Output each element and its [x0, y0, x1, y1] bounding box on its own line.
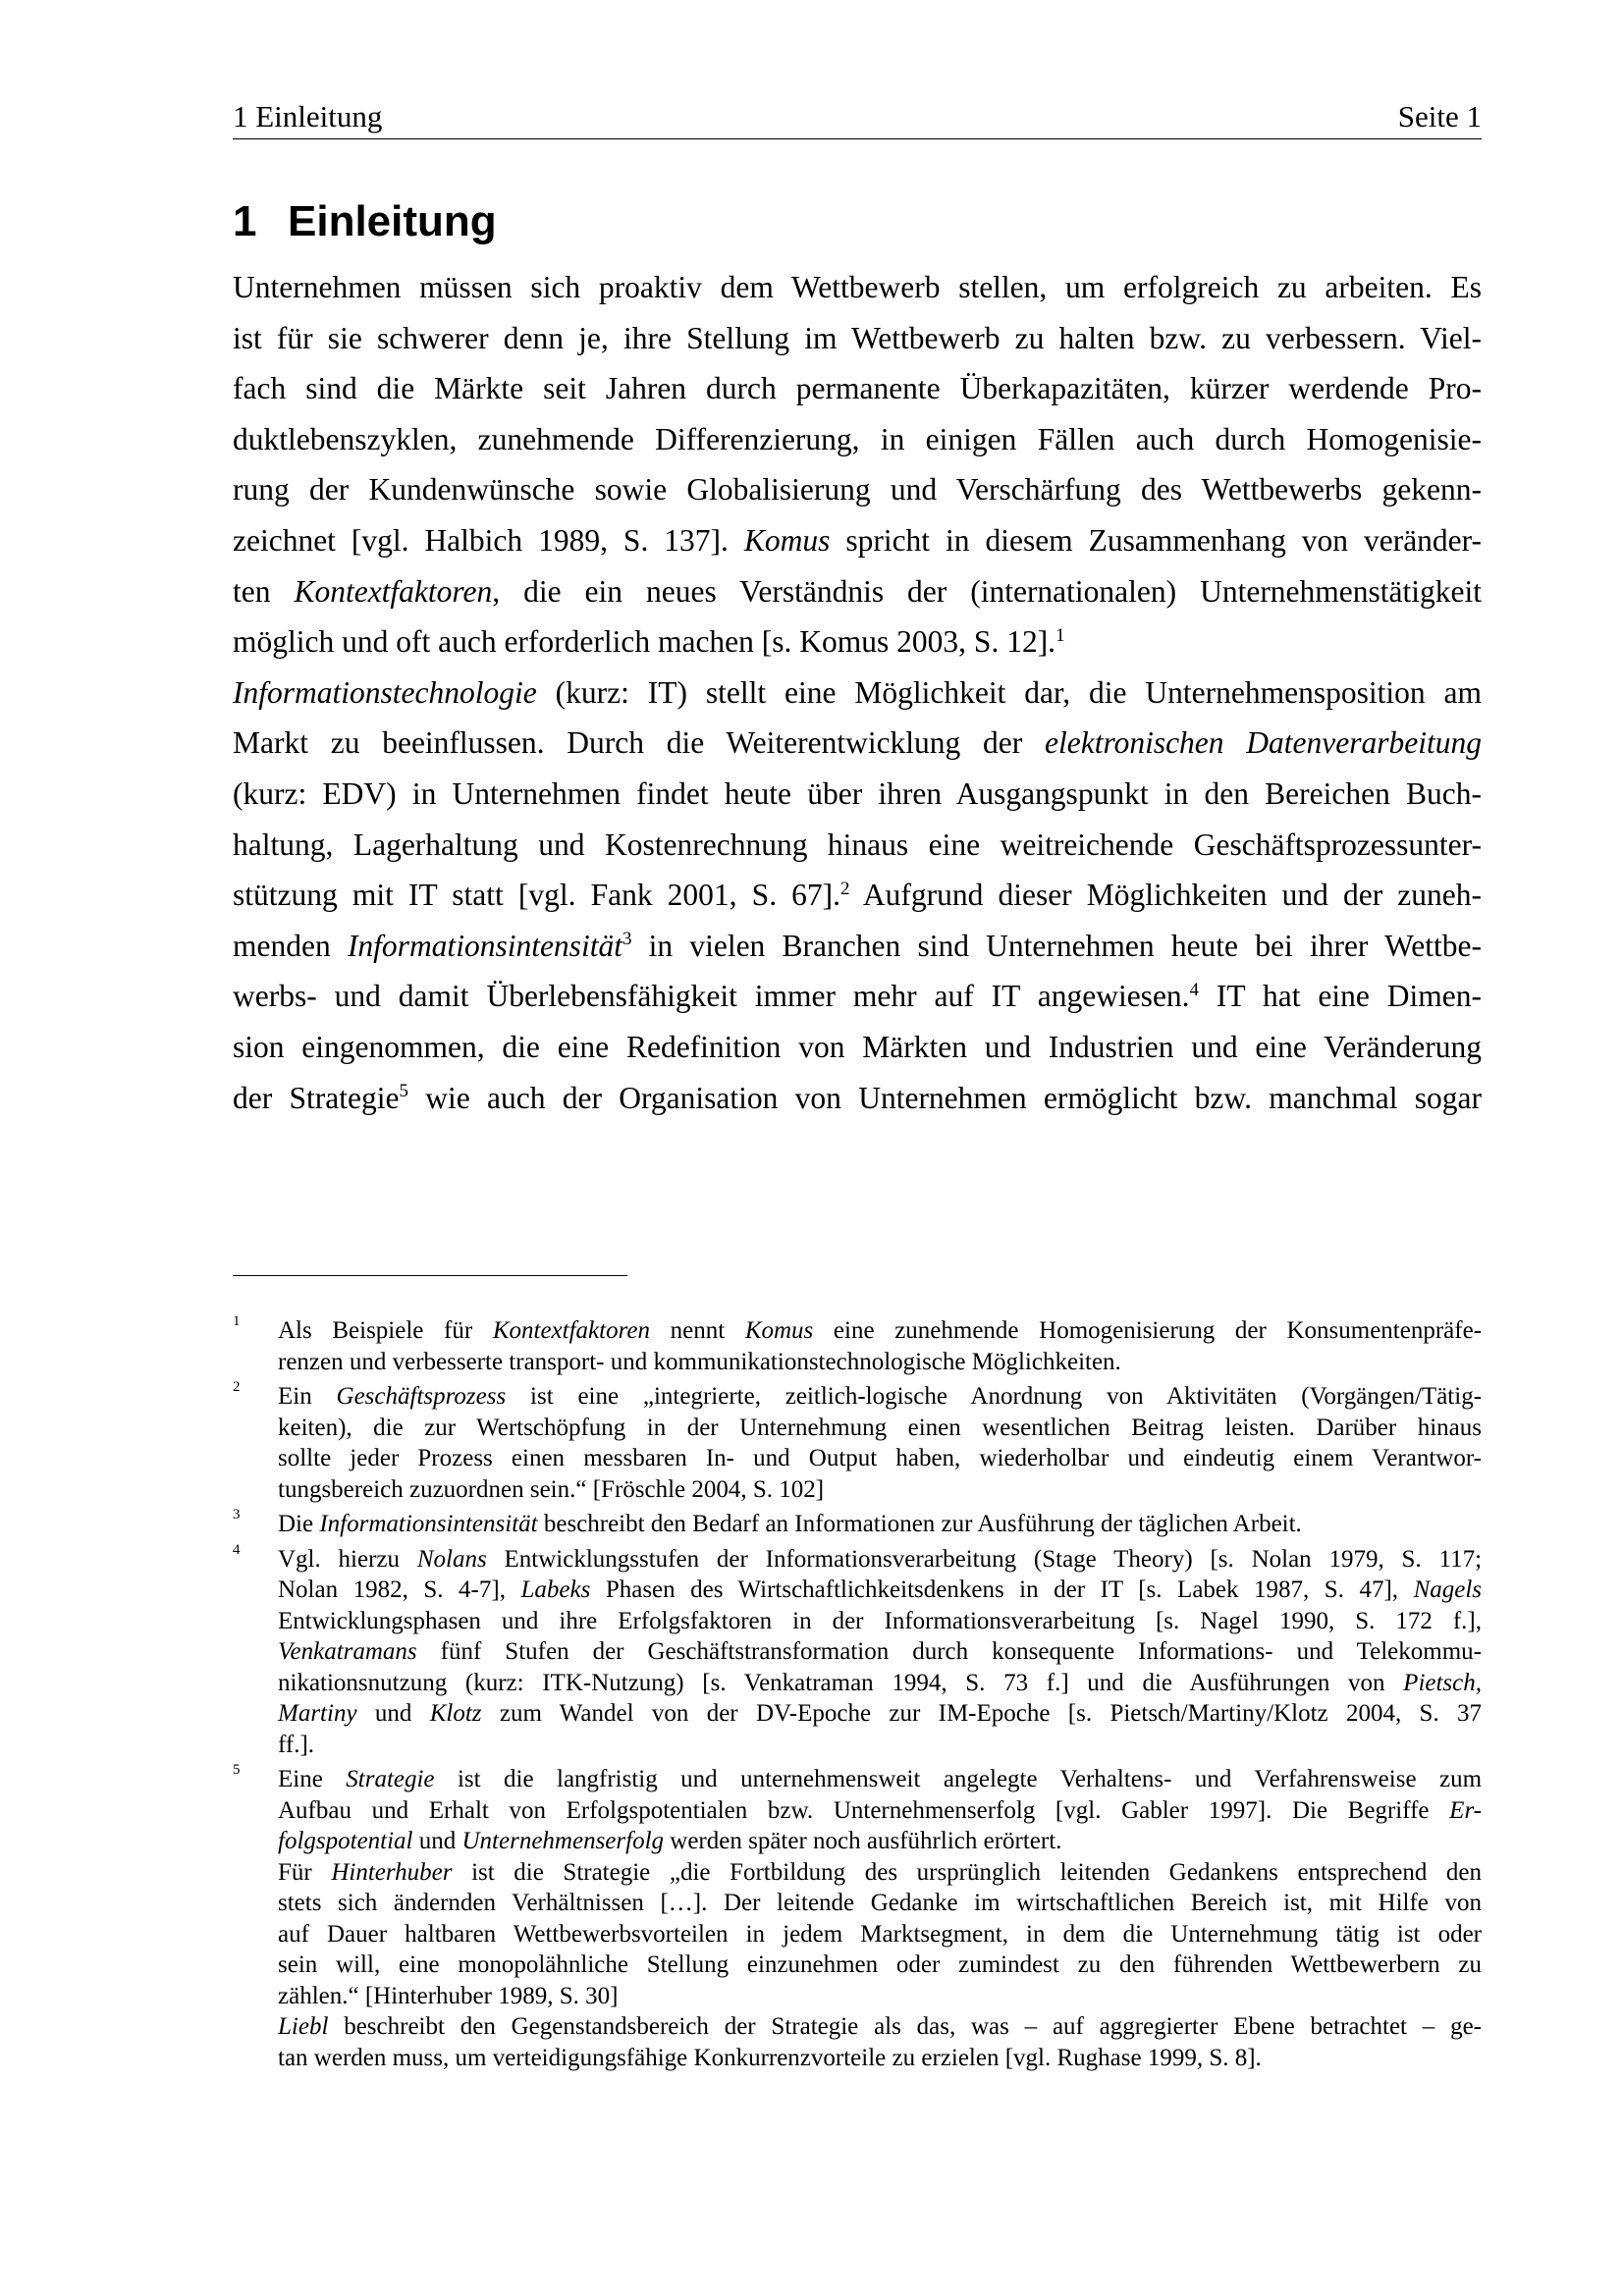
- body-line: menden Informationsintensität$^3$ in vielen Branchen sind Unternehmen heute bei ihrer Wettbe-: [233, 928, 1482, 963]
- body-line: fach sind die Märkte seit Jahren durch permanente Überkapazitäten, kürzer werdende Pro-: [233, 371, 1482, 406]
- footnote-separator: [233, 1275, 627, 1276]
- footnote-mark: 2: [233, 1379, 241, 1395]
- header-page-number: Seite 1: [1397, 99, 1482, 133]
- body-line: Unternehmen müssen sich proaktiv dem Wettbewerb stellen, um erfolgreich zu arbeiten. Es: [233, 270, 1482, 304]
- footnote-mark: 5: [233, 1762, 241, 1778]
- body-text: [233, 262, 1482, 1123]
- footnote-5: 5 Eine Strategie ist die langfristig und unternehmensweit angelegte Verhaltens- und Verfahrensweise zum Aufbau und Erhalt von Erfolgspotentialen bzw. Unternehmenserfolg [vgl. Gabler 1997]. Die Begriffe Er- folgspotential und Unternehmenserfolg werden später noch ausführlich erörtert. Für Hinterhuber ist die Strategie „die Fortbildung des ursprünglich leitenden Gedankens entsprechend den stets sich ändernden Verhältnissen […]. Der leitende Gedanke im wirtschaftlichen Bereich ist, mit Hilfe von auf Dauer haltbaren Wettbewerbsvorteilen in jedem Marktsegment, in dem die Unternehmung tätig ist oder sein will, eine monopolähnliche Stellung einzunehmen oder zumindest zu den führenden Wettbewerbern zu zählen.“ [Hinterhuber 1989, S. 30] Liebl beschreibt den Gegenstandsbereich der Strategie als das, was – auf aggregierter Ebene betrachtet – ge- tan werden muss, um verteidigungsfähige Konkurrenzvorteile zu erzielen [vgl. Rughase 1999, S. 8].: [233, 1762, 1483, 2071]
- term-edv: elektronischen Datenverarbeitung: [1045, 725, 1482, 761]
- body-line: möglich und oft auch erforderlich machen [s. Komus 2003, S. 12].$^1$: [233, 624, 1065, 660]
- body-line: sion eingenommen, die eine Redefinition von Märkten und Industrien und eine Veränderung: [233, 1029, 1482, 1064]
- header-chapter: 1 Einleitung: [233, 99, 383, 133]
- footnote-mark: 3: [233, 1507, 241, 1522]
- footnote-4: 4 Vgl. hierzu Nolans Entwicklungsstufen der Informationsverarbeitung (Stage Theory) [s. Nolan 1979, S. 117; Nolan 1982, S. 4-7], Labeks Phasen des Wirtschaftlichkeitsdenkens in der IT [s. Labek 1987, S. 47], Nagels Entwicklungsphasen und ihre Erfolgsfaktoren in der Informationsverarbeitung [s. Nagel 1990, S. 172 f.], Venkatramans fünf Stufen der Geschäftstransformation durch konsequente Informations- und Telekommu- nikationsnutzung (kurz: ITK-Nutzung) [s. Venkatraman 1994, S. 73 f.] und die Ausführungen von Pietsch, Martiny und Klotz zum Wandel von der DV-Epoche zur IM-Epoche [s. Pietsch/Martiny/Klotz 2004, S. 37 ff.].: [233, 1541, 1483, 1758]
- chapter-number: 1: [233, 197, 257, 245]
- footnote-ref-4: 4: [1189, 979, 1199, 1000]
- body-line: ist für sie schwerer denn je, ihre Stellung im Wettbewerb zu halten bzw. zu verbessern. Viel-: [233, 320, 1482, 355]
- footnote-ref-1: 1: [1055, 624, 1065, 646]
- term-it: Informationstechnologie: [233, 674, 537, 710]
- footnote-2: 2 Ein Geschäftsprozess ist eine „integrierte, zeitlich-logische Anordnung von Aktivitäten (Vorgängen/Tätig- keiten), die zur Wertschöpfung in der Unternehmung einen wesentlichen Beitrag leisten. Darüber hinaus sollte jeder Prozess einen messbaren In- und Output haben, wiederholbar und eindeutig einem Verantwor- tungsbereich zuzuordnen sein.“ [Fröschle 2004, S. 102]: [233, 1379, 1483, 1503]
- footnote-mark: 4: [233, 1541, 241, 1558]
- footnote-3: 3 Die Informationsintensität beschreibt den Bedarf an Informationen zur Ausführung der täglichen Arbeit.: [233, 1507, 1302, 1537]
- footnote-ref-5: 5: [399, 1081, 408, 1102]
- body-line: duktlebenszyklen, zunehmende Differenzierung, in einigen Fällen auch durch Homogenisie-: [233, 421, 1482, 456]
- body-line: der Strategie$^5$ wie auch der Organisation von Unternehmen ermöglicht bzw. manchmal sogar: [233, 1080, 1482, 1115]
- body-line: stützung mit IT statt [vgl. Fank 2001, S. 67].$^2$ Aufgrund dieser Möglichkeiten und der zuneh-: [233, 878, 1482, 913]
- body-line: Informationstechnologie (kurz: IT) stellt eine Möglichkeit dar, die Unternehmensposition am: [233, 674, 1482, 710]
- chapter-title: Einleitung: [288, 197, 497, 245]
- footnotes: [233, 1315, 1482, 2077]
- footnote-1: 1 Als Beispiele für Kontextfaktoren nennt Komus eine zunehmende Homogenisierung der Konsumentenpräfe- renzen und verbesserte transport- und kommunikationstechnologische Möglichkeiten.: [233, 1313, 1483, 1375]
- body-line: Markt zu beeinflussen. Durch die Weiterentwicklung der elektronischen Datenverarbeitung: [233, 725, 1482, 761]
- running-header: [233, 95, 1482, 139]
- body-line: zeichnet [vgl. Halbich 1989, S. 137]. Komus spricht in diesem Zusammenhang von veränder-: [233, 522, 1482, 558]
- footnote-ref-2: 2: [840, 878, 850, 899]
- term-kontextfaktoren: Kontextfaktoren: [294, 573, 493, 609]
- body-line: (kurz: EDV) in Unternehmen findet heute über ihren Ausgangspunkt in den Bereichen Buch-: [233, 775, 1482, 811]
- term-informationsintensitaet: Informationsintensität: [347, 928, 622, 963]
- body-line: rung der Kundenwünsche sowie Globalisierung und Verschärfung des Wettbewerbs gekenn-: [233, 472, 1482, 507]
- body-line: werbs- und damit Überlebensfähigkeit immer mehr auf IT angewiesen.$^4$ IT hat eine Dimen-: [233, 979, 1482, 1014]
- body-line: haltung, Lagerhaltung und Kostenrechnung hinaus eine weitreichende Geschäftsprozessunter-: [233, 827, 1482, 862]
- body-line: ten Kontextfaktoren, die ein neues Verständnis der (internationalen) Unternehmenstätigkeit: [233, 573, 1483, 609]
- footnote-ref-3: 3: [622, 929, 632, 950]
- chapter-heading: [233, 194, 497, 249]
- author-name: Komus: [743, 522, 831, 558]
- footnote-mark: 1: [233, 1313, 241, 1329]
